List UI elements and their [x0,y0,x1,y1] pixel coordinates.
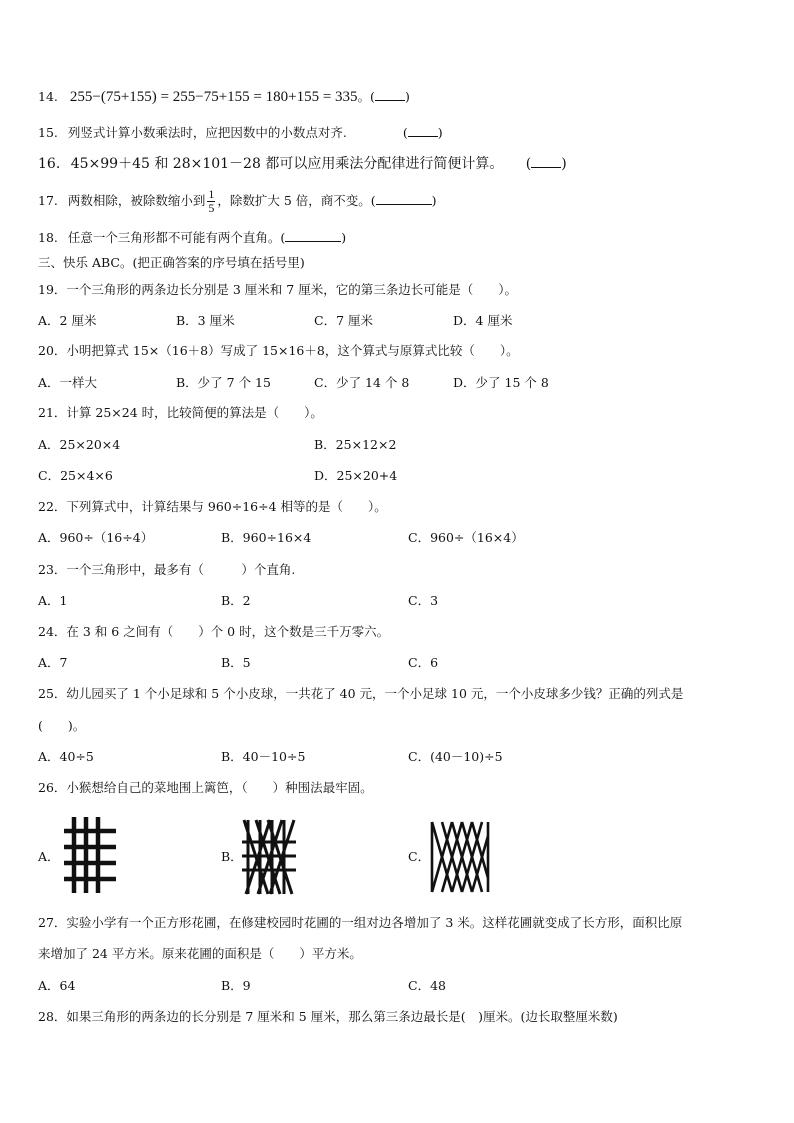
question-27-cont: 来增加了 24 平方米。原来花圃的面积是（ ）平方米。 [38,946,362,961]
question-19: 19．一个三角形的两条边长分别是 3 厘米和 7 厘米，它的第三条边长可能是（ ）。 [38,282,517,297]
punct: ) [404,89,410,104]
option-c[interactable]: C．960÷（16×4） [408,530,524,545]
fraction [207,188,215,215]
option-c[interactable]: C．25×4×6 [38,468,113,483]
question-15 [38,124,443,141]
question-number: 15. [38,125,58,140]
option-c[interactable]: C．6 [408,655,439,670]
option-c[interactable]: C．3 [408,593,439,608]
option-c[interactable]: C．7 厘米 [314,313,373,328]
question-16 [38,155,567,172]
option-c[interactable]: C．48 [408,978,446,993]
punct: ( [402,125,408,140]
question-24: 24．在 3 和 6 之间有（ ）个 0 时，这个数是三千万零六。 [38,624,390,639]
option-b[interactable]: B．960÷16×4 [221,530,312,545]
option-d[interactable]: D．25×20+4 [314,468,398,483]
option-a[interactable]: A．7 [38,655,68,670]
option-a[interactable]: A．64 [38,978,76,993]
question-number: 14. [38,89,58,104]
option-b[interactable]: B．2 [221,593,251,608]
option-c[interactable]: C．(40－10)÷5 [408,749,503,764]
question-20: 20．小明把算式 15×（16＋8）写成了 15×16＋8，这个算式与原算式比较（ ）。 [38,343,519,358]
question-22: 22．下列算式中，计算结果与 960÷16÷4 相等的是（ ）。 [38,499,387,514]
option-b[interactable]: B．40－10÷5 [221,749,306,764]
option-a[interactable]: A．960÷（16÷4） [38,530,154,545]
option-b[interactable]: B．25×12×2 [314,437,397,452]
mixed-fence-icon [242,818,298,896]
answer-blank[interactable] [408,124,438,137]
option-a[interactable]: A．1 [38,593,68,608]
punct: ) [561,156,567,172]
option-a[interactable]: A． [38,849,60,864]
question-text: 任意一个三角形都不可能有两个直角。( [67,230,286,245]
question-number: 17. [38,193,58,208]
question-28: 28．如果三角形的两条边的长分别是 7 厘米和 5 厘米，那么第三条边最长是( )厘米。(边长取整厘米数) [38,1009,618,1024]
punct: ) [437,125,443,140]
question-25: 25．幼儿园买了 1 个小足球和 5 个小皮球，一共花了 40 元，一个小足球 10 元，一个小皮球多少钱？正确的列式是 [38,686,684,701]
option-a[interactable]: A．25×20×4 [38,437,121,452]
question-text: 列竖式计算小数乘法时，应把因数中的小数点对齐. [67,125,347,140]
question-number: 18. [38,230,58,245]
option-b[interactable]: B．少了 7 个 15 [176,375,271,390]
question-26: 26．小猴想给自己的菜地围上篱笆，（ ）种围法最牢固。 [38,780,373,795]
section-heading: 三、快乐 ABC。(把正确答案的序号填在括号里) [38,255,305,270]
question-23: 23．一个三角形中，最多有（ ）个直角. [38,562,296,577]
punct: ( [525,156,532,172]
question-number: 16. [38,156,61,172]
option-b[interactable]: B．5 [221,655,251,670]
question-27: 27．实验小学有一个正方形花圃，在修建校园时花圃的一组对边各增加了 3 米。这样花圃就变成了长方形，面积比原 [38,915,683,930]
punct: 。( [357,89,375,104]
question-14 [38,88,410,105]
question-21: 21．计算 25×24 时，比较简便的算法是（ ）。 [38,405,323,420]
equation: 255−(75+155) = 255−75+155 = 180+155 = 335 [69,89,358,105]
question-18 [38,229,346,246]
answer-blank[interactable] [376,192,432,205]
fraction-numerator: 1 [208,187,215,201]
option-b[interactable]: B． [221,849,243,864]
option-b[interactable]: B．3 厘米 [176,313,235,328]
diamond-fence-icon [430,818,492,896]
answer-blank[interactable] [285,229,341,242]
question-25-cont: ( )。 [38,718,86,733]
answer-blank[interactable] [531,155,561,168]
option-c[interactable]: C． [408,849,431,864]
question-text: 两数相除，被除数缩小到 [67,193,206,208]
grid-fence-icon [62,815,118,895]
question-17 [38,184,437,218]
option-c[interactable]: C．少了 14 个 8 [314,375,410,390]
option-a[interactable]: A．40÷5 [38,749,94,764]
punct: ) [341,230,347,245]
question-text: 45×99＋45 和 28×101－28 都可以应用乘法分配律进行简便计算。 [70,156,504,172]
fraction-denominator: 5 [208,201,215,215]
option-a[interactable]: A．一样大 [38,375,98,390]
option-d[interactable]: D．4 厘米 [453,313,513,328]
punct: ) [431,193,437,208]
question-text: ，除数扩大 5 倍，商不变。( [217,193,376,208]
answer-blank[interactable] [375,88,405,101]
option-b[interactable]: B．9 [221,978,251,993]
option-d[interactable]: D．少了 15 个 8 [453,375,549,390]
option-a[interactable]: A．2 厘米 [38,313,97,328]
